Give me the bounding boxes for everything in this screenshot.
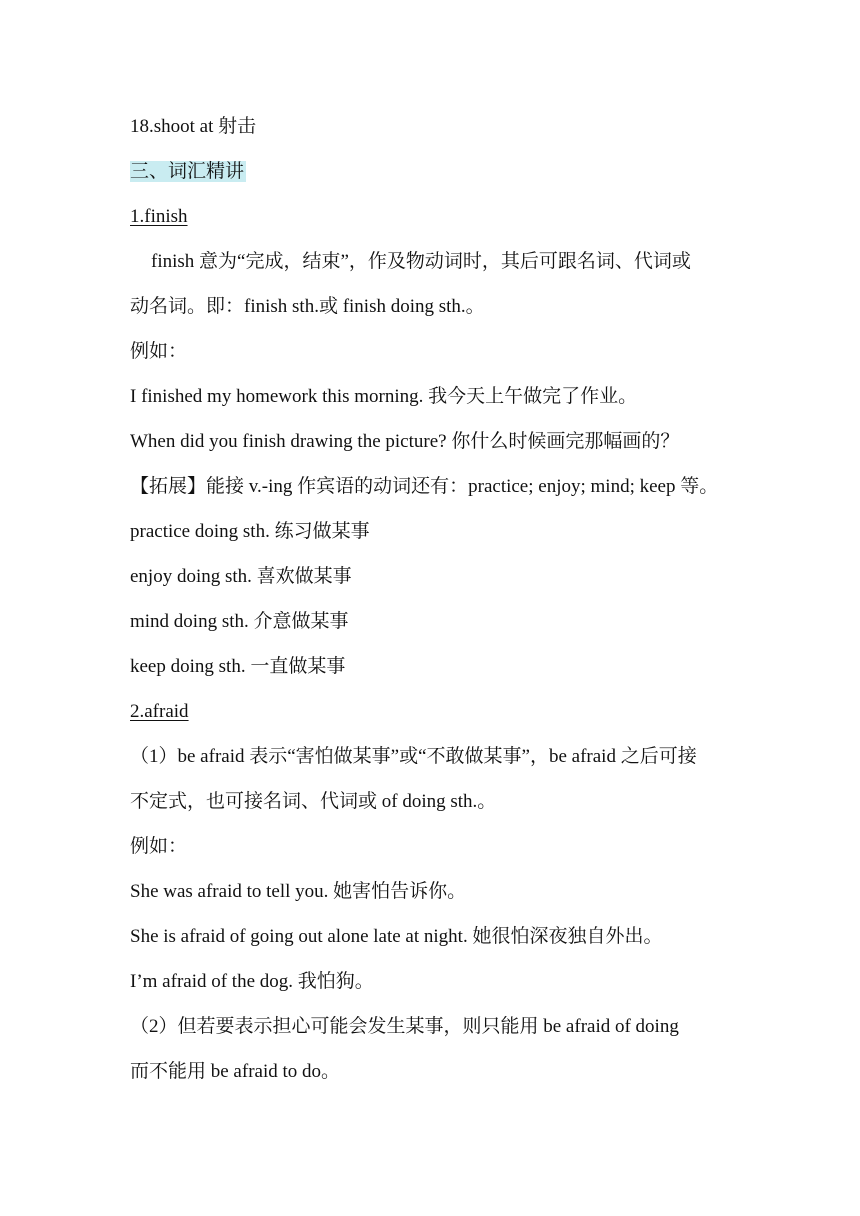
paragraph-line: 动名词。即：finish sth.或 finish doing sth.。 (130, 296, 485, 317)
paragraph-line: 不定式，也可接名词、代词或 of doing sth.。 (130, 791, 497, 812)
phrase-item: mind doing sth. 介意做某事 (130, 611, 349, 632)
paragraph-line: （1）be afraid 表示“害怕做某事”或“不敢做某事”，be afraid 之后可接 (130, 746, 697, 767)
subheading-finish-text: 1.finish (130, 206, 188, 227)
vocab-item-18: 18.shoot at 射击 (130, 116, 257, 137)
expansion-note: 【拓展】能接 v.-ing 作宾语的动词还有：practice; enjoy; mind; keep 等。 (130, 476, 719, 497)
section-heading (130, 159, 246, 185)
paragraph-line: finish 意为“完成，结束”，作及物动词时，其后可跟名词、代词或 (151, 251, 691, 272)
section-heading-text: 三、词汇精讲 (130, 161, 245, 182)
example-sentence: She is afraid of going out alone late at night. 她很怕深夜独自外出。 (130, 926, 663, 947)
example-sentence: I finished my homework this morning. 我今天上午做完了作业。 (130, 386, 638, 407)
paragraph-line: （2）但若要表示担心可能会发生某事，则只能用 be afraid of doing (130, 1016, 679, 1037)
example-sentence: I’m afraid of the dog. 我怕狗。 (130, 971, 374, 992)
subheading-afraid (130, 699, 189, 725)
phrase-item: keep doing sth. 一直做某事 (130, 656, 346, 677)
phrase-item: enjoy doing sth. 喜欢做某事 (130, 566, 352, 587)
example-label: 例如： (130, 836, 188, 857)
example-sentence: She was afraid to tell you. 她害怕告诉你。 (130, 881, 467, 902)
example-label: 例如： (130, 341, 188, 362)
paragraph-line: 而不能用 be afraid to do。 (130, 1061, 341, 1082)
phrase-item: practice doing sth. 练习做某事 (130, 521, 370, 542)
subheading-afraid-text: 2.afraid (130, 701, 189, 722)
subheading-finish (130, 204, 188, 230)
example-sentence: When did you finish drawing the picture? 你什么时候画完那幅画的？ (130, 431, 680, 452)
